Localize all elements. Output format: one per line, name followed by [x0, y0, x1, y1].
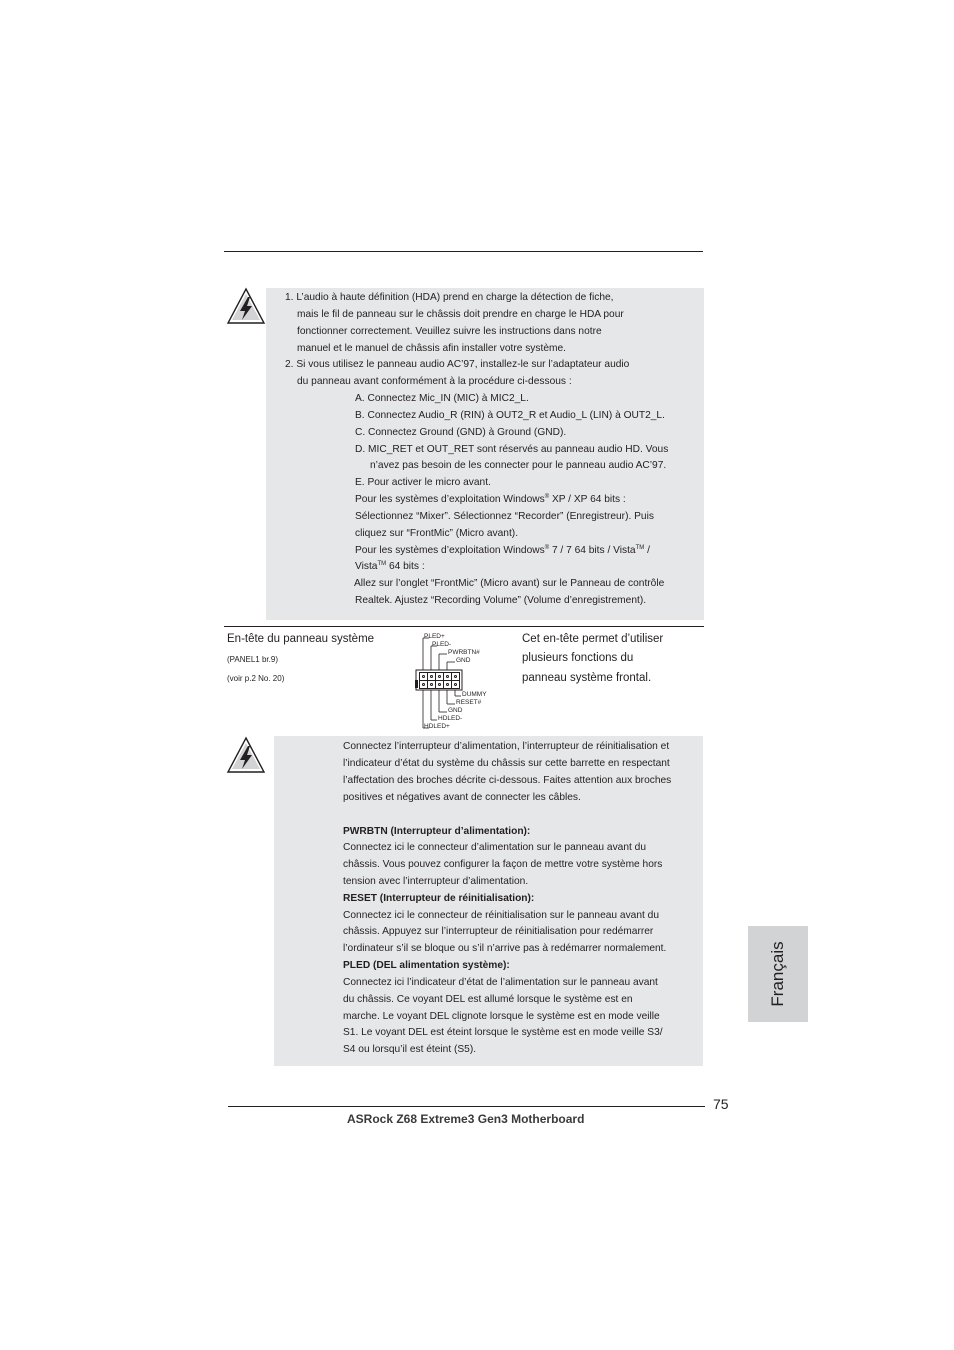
warning-icon [226, 736, 266, 774]
note2-intro-line3: l’affectation des broches décrite ci-dessous. Faites attention aux broches [343, 775, 672, 786]
pin-label-gnd-bottom: GND [448, 707, 463, 714]
note1-step-d2: n’avez pas besoin de les connecter pour le panneau audio AC’97. [370, 460, 667, 471]
note1-item2-line1: 2. Si vous utilisez le panneau audio AC’97, installez-le sur l’adaptateur audio [285, 359, 630, 370]
footer-divider [228, 1106, 705, 1107]
header-code: (PANEL1 br.9) [227, 655, 278, 664]
note1-w7-line2: Realtek. Ajustez “Recording Volume” (Volume d’enregistrement). [355, 595, 647, 606]
pin-label-pled-minus: PLED- [432, 641, 452, 648]
pled-line5: S4 ou lorsqu’il est éteint (S5). [343, 1044, 477, 1055]
panel-connector-diagram [405, 632, 497, 732]
note2-intro-line1: Connectez l’interrupteur d’alimentation, l’interrupteur de réinitialisation et [343, 741, 670, 752]
top-divider [224, 251, 703, 252]
header-divider [224, 626, 704, 627]
pin-label-gnd-top: GND [456, 657, 471, 664]
pled-line3: marche. Le voyant DEL clignote lorsque le système est en mode veille [343, 1011, 660, 1022]
note2-intro-line4: positives et négatives avant de connecter les câbles. [343, 792, 581, 803]
note1-item1-line2: mais le fil de panneau sur le châssis doit prendre en charge le HDA pour [297, 309, 624, 320]
note1-item1-line4: manuel et le manuel de châssis afin installer votre système. [297, 343, 566, 354]
note1-xp-line2: cliquez sur “FrontMic” (Micro avant). [355, 528, 519, 539]
page-number: 75 [713, 1096, 729, 1112]
reset-line2: châssis. Appuyez sur l’interrupteur de réinitialisation pour redémarrer [343, 926, 654, 937]
header-ref: (voir p.2 No. 20) [227, 674, 285, 683]
pin-label-hdled-plus: HDLED+ [424, 723, 450, 730]
header-desc-line3: panneau système frontal. [522, 672, 652, 684]
note1-xp-heading: Pour les systèmes d’exploitation Windows® XP / XP 64 bits : [355, 494, 626, 505]
note1-item1-line3: fonctionner correctement. Veuillez suivre les instructions dans notre [297, 326, 602, 337]
pin-label-reset: RESET# [456, 699, 482, 706]
note2-intro-line2: l’indicateur d’état du système du châssis sur cette barrette en respectant [343, 758, 670, 769]
pled-heading: PLED (DEL alimentation système): [343, 960, 510, 971]
pin-label-hdled-minus: HDLED- [438, 715, 463, 722]
note1-step-c: C. Connectez Ground (GND) à Ground (GND). [355, 427, 567, 438]
note1-step-e: E. Pour activer le micro avant. [355, 477, 491, 488]
footer-product: ASRock Z68 Extreme3 Gen3 Motherboard [347, 1112, 585, 1126]
note1-xp-line1: Sélectionnez “Mixer”. Sélectionnez “Recorder” (Enregistreur). Puis [355, 511, 654, 522]
pwrbtn-line1: Connectez ici le connecteur d’alimentation sur le panneau avant du [343, 842, 646, 853]
note1-w7-heading2: Vista™ 64 bits : [355, 561, 425, 572]
pled-line4: S1. Le voyant DEL est éteint lorsque le système est en mode veille S3/ [343, 1027, 663, 1038]
note1-item1-line1: 1. L’audio à haute définition (HDA) prend en charge la détection de fiche, [285, 292, 614, 303]
note1-w7-heading: Pour les systèmes d’exploitation Windows® 7 / 7 64 bits / Vista™ / [355, 545, 650, 556]
note1-item2-line2: du panneau avant conformément à la procédure ci-dessous : [297, 376, 572, 387]
pin-label-dummy: DUMMY [462, 691, 487, 698]
note1-w7-line1: Allez sur l’onglet “FrontMic” (Micro avant) sur le Panneau de contrôle [354, 578, 665, 589]
note1-step-b: B. Connectez Audio_R (RIN) à OUT2_R et Audio_L (LIN) à OUT2_L. [355, 410, 665, 421]
pwrbtn-heading: PWRBTN (Interrupteur d’alimentation): [343, 826, 531, 837]
header-desc-line1: Cet en-tête permet d’utiliser [522, 633, 664, 645]
language-tab-label: Français [768, 941, 787, 1007]
pin-label-pled-plus: PLED+ [424, 633, 445, 640]
reset-line3: l’ordinateur s’il se bloque ou s’il n’arrive pas à redémarrer normalement. [343, 943, 667, 954]
pled-line1: Connectez ici l’indicateur d’état de l’alimentation sur le panneau avant [343, 977, 658, 988]
language-tab [748, 926, 808, 1022]
pwrbtn-line3: tension avec l’interrupteur d’alimentation. [343, 876, 529, 887]
pled-line2: du châssis. Ce voyant DEL est allumé lorsque le système est en [343, 994, 633, 1005]
pin-label-pwrbtn: PWRBTN# [448, 649, 480, 656]
pwrbtn-line2: châssis. Vous pouvez configurer la façon de mettre votre système hors [343, 859, 663, 870]
note1-step-a: A. Connectez Mic_IN (MIC) à MIC2_L. [355, 393, 529, 404]
header-desc-line2: plusieurs fonctions du [522, 652, 634, 664]
pin-bottom-5 [451, 680, 460, 689]
note1-step-d1: D. MIC_RET et OUT_RET sont réservés au panneau audio HD. Vous [355, 444, 669, 455]
reset-heading: RESET (Interrupteur de réinitialisation): [343, 893, 535, 904]
warning-icon [226, 287, 266, 325]
header-title: En-tête du panneau système [227, 633, 375, 645]
reset-line1: Connectez ici le connecteur de réinitialisation sur le panneau avant du [343, 910, 660, 921]
